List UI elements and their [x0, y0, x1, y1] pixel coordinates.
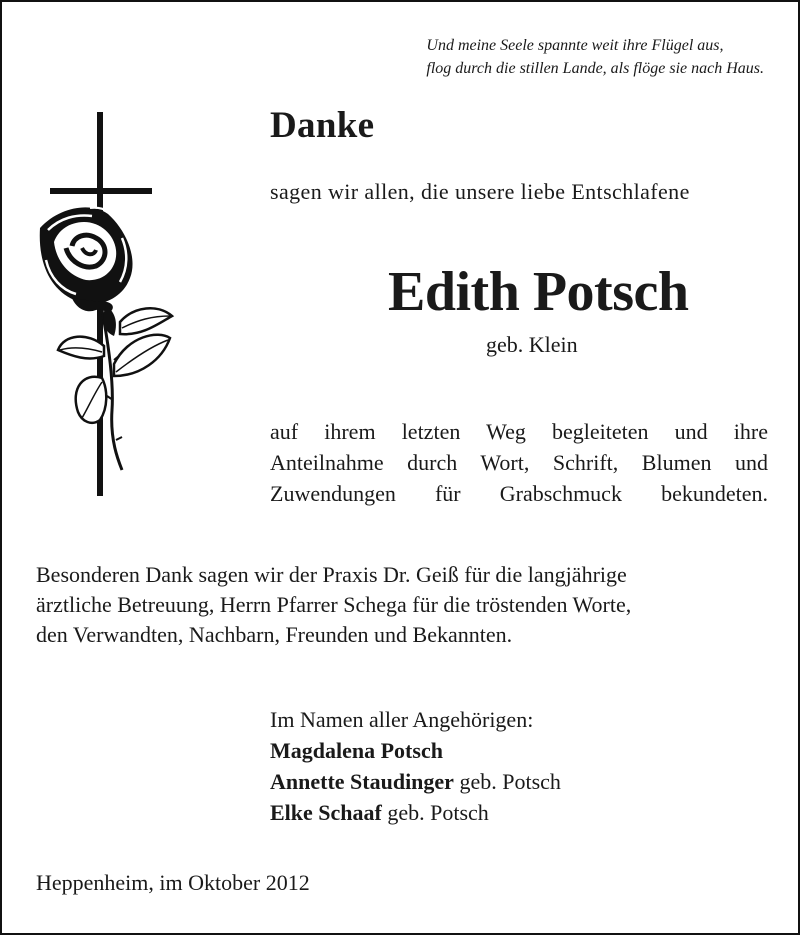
intro-text: sagen wir allen, die unsere liebe Entschlafene [270, 179, 690, 204]
thanks-line: Zuwendungen für Grabschmuck bekundeten. [270, 481, 768, 506]
special-thanks-line: den Verwandten, Nachbarn, Freunden und Bekannten. [36, 622, 513, 647]
heading-danke: Danke [270, 105, 375, 146]
thanks-line: Anteilnahme durch Wort, Schrift, Blumen und [270, 450, 768, 475]
cross-with-rose-icon [30, 110, 180, 502]
motto-verse [426, 34, 764, 80]
special-thanks-paragraph [36, 560, 768, 650]
signatory-name: Annette Staudinger [270, 769, 454, 794]
thanks-paragraph [270, 416, 768, 509]
motto-line-1: Und meine Seele spannte weit ihre Flügel aus, [426, 37, 724, 54]
thanks-line: auf ihrem letzten Weg begleiteten und ihre [270, 419, 768, 444]
motto-line-2: flog durch die stillen Lande, als flöge sie nach Haus. [426, 60, 764, 77]
place-and-date: Heppenheim, im Oktober 2012 [36, 870, 310, 895]
deceased-name: Edith Potsch [388, 261, 689, 323]
signatory-suffix: geb. Potsch [381, 800, 489, 825]
signature-block [270, 704, 561, 828]
special-thanks-line: ärztliche Betreuung, Herrn Pfarrer Schega für die tröstenden Worte, [36, 592, 632, 617]
birth-name: geb. Klein [486, 332, 578, 357]
signatory [270, 766, 561, 797]
signatory-suffix: geb. Potsch [453, 769, 561, 794]
signatory [270, 735, 561, 766]
signatory [270, 797, 561, 828]
signatory-name: Magdalena Potsch [270, 738, 443, 763]
signature-intro: Im Namen aller Angehörigen: [270, 707, 534, 732]
special-thanks-line: Besonderen Dank sagen wir der Praxis Dr. Geiß für die langjährige [36, 562, 627, 587]
signatory-name: Elke Schaaf [270, 800, 382, 825]
